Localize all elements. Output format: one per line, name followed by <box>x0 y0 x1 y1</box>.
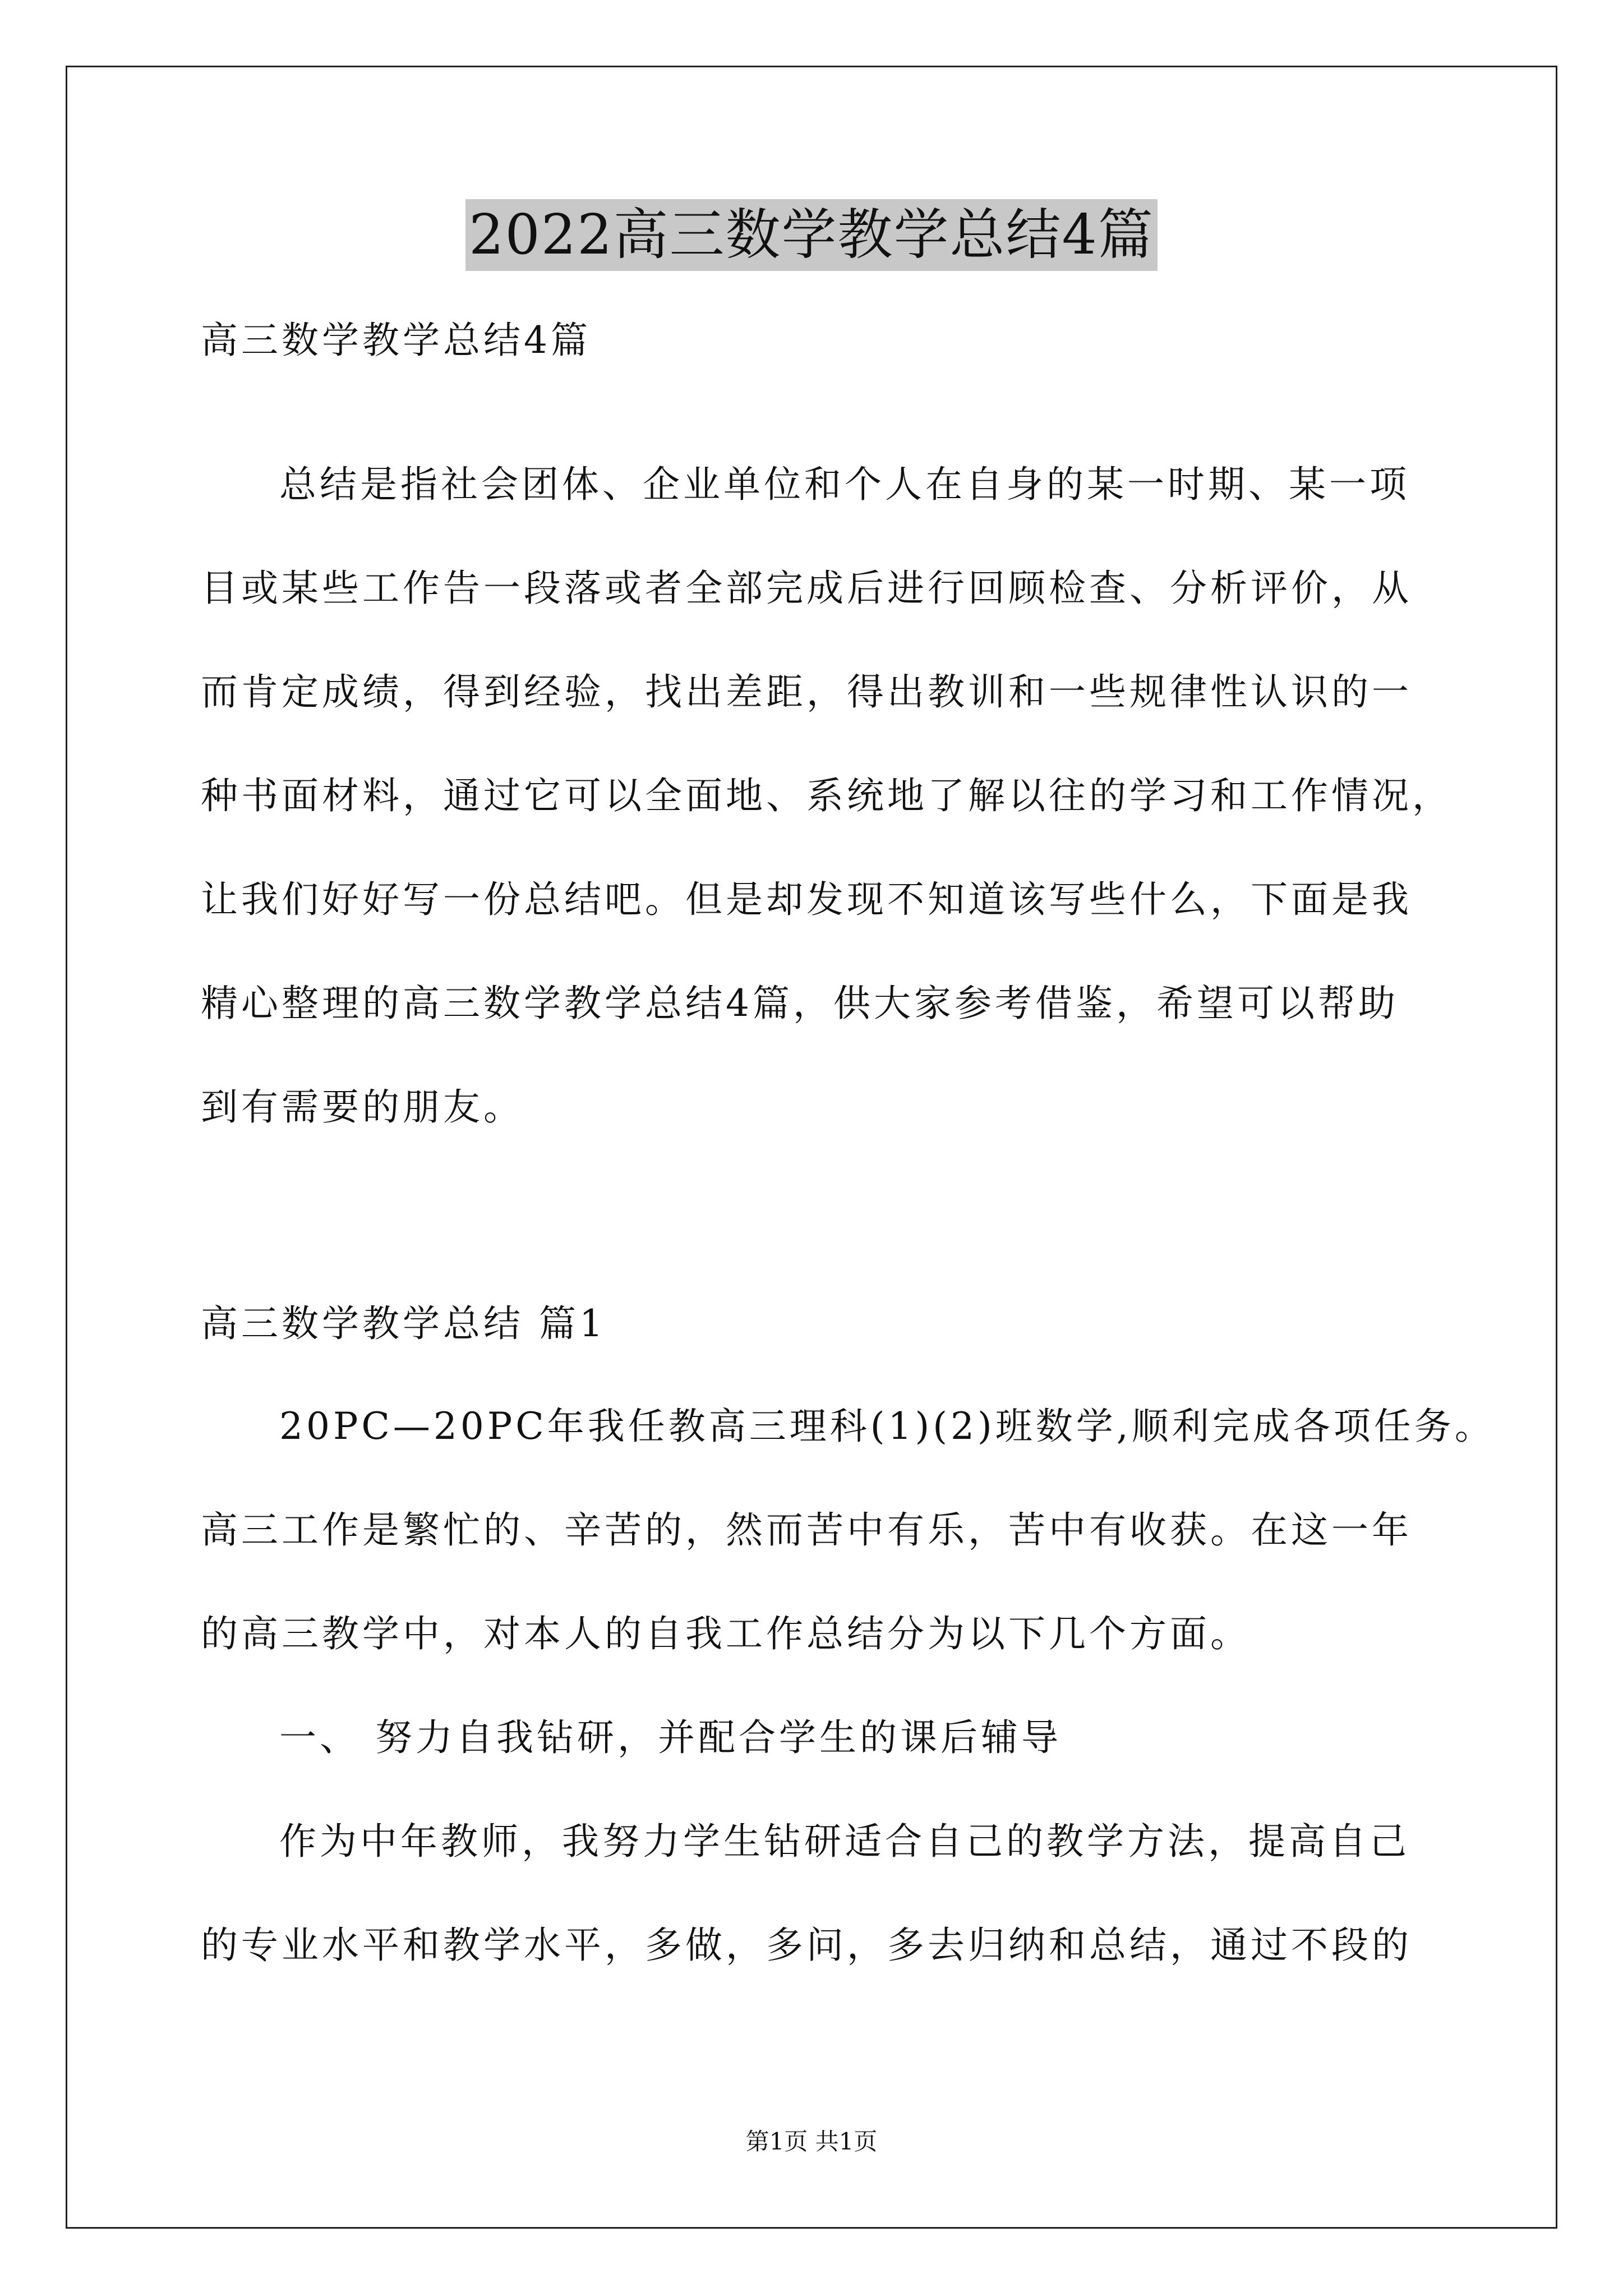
page-footer: 第1页 共1页 <box>745 2128 878 2155</box>
paragraph-line: 的高三教学中，对本人的自我工作总结分为以下几个方面。 <box>201 1612 1251 1655</box>
section-heading: 高三数学教学总结 篇1 <box>201 1302 606 1345</box>
page-border <box>66 66 1557 2229</box>
intro-line: 精心整理的高三数学教学总结4篇，供大家参考借鉴，希望可以帮助 <box>201 982 1399 1025</box>
intro-line: 到有需要的朋友。 <box>201 1085 524 1129</box>
intro-line: 种书面材料，通过它可以全面地、系统地了解以往的学习和工作情况， <box>201 774 1453 817</box>
title-wrap <box>0 199 1623 271</box>
paragraph-line: 高三工作是繁忙的、辛苦的，然而苦中有乐，苦中有收获。在这一年 <box>201 1508 1412 1552</box>
paragraph-line: 作为中年教师，我努力学生钻研适合自己的教学方法，提高自己 <box>279 1820 1410 1863</box>
subtitle: 高三数学教学总结4篇 <box>201 319 591 362</box>
point-heading: 一、 努力自我钻研，并配合学生的课后辅导 <box>279 1716 1062 1759</box>
intro-line: 总结是指社会团体、企业单位和个人在自身的某一时期、某一项 <box>279 463 1410 506</box>
document-title: 2022高三数学教学总结4篇 <box>465 199 1158 271</box>
intro-line: 让我们好好写一份总结吧。但是却发现不知道该写些什么，下面是我 <box>201 878 1412 921</box>
intro-line: 目或某些工作告一段落或者全部完成后进行回顾检查、分析评价，从 <box>201 567 1412 610</box>
paragraph-line: 20PC—20PC年我任教高三理科(1)(2)班数学,顺利完成各项任务。 <box>279 1405 1495 1448</box>
intro-line: 而肯定成绩，得到经验，找出差距，得出教训和一些规律性认识的一 <box>201 670 1412 714</box>
paragraph-line: 的专业水平和教学水平，多做，多问，多去归纳和总结，通过不段的 <box>201 1924 1412 1967</box>
